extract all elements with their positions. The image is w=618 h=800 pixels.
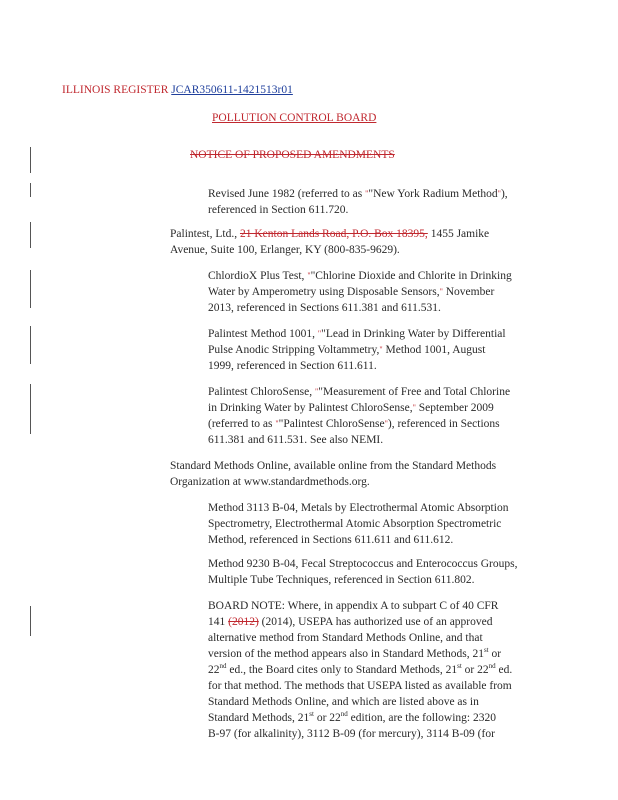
boardnote-line-1: BOARD NOTE: Where, in appendix A to subpart C of 40 CFR bbox=[208, 600, 499, 612]
smo-line-1: Standard Methods Online, available online from the Standard Methods bbox=[170, 460, 497, 472]
change-bar-1 bbox=[30, 147, 31, 173]
chlorosense-line-3: (referred to as ""Palintest ChloroSense"), referenced in Sections bbox=[208, 418, 500, 430]
boardnote-line-5: 22nd ed., the Board cites only to Standard Methods, 21st or 22nd ed. bbox=[208, 662, 513, 676]
boardnote-line-7: Standard Methods Online, and which are listed above as in bbox=[208, 696, 479, 708]
change-bar-3 bbox=[30, 222, 31, 248]
change-bar-4 bbox=[30, 270, 31, 308]
change-bar-6 bbox=[30, 384, 31, 434]
board-title: POLLUTION CONTROL BOARD bbox=[212, 112, 377, 124]
chlordiox-line-2: Water by Amperometry using Disposable Sensors," November bbox=[208, 286, 495, 298]
m9230-line-2: Multiple Tube Techniques, referenced in Section 611.802. bbox=[208, 574, 475, 586]
register-title: ILLINOIS REGISTER bbox=[62, 84, 169, 96]
chlorosense-line-1: Palintest ChloroSense, ""Measurement of Free and Total Chlorine bbox=[208, 386, 511, 398]
method1001-line-2: Pulse Anodic Stripping Voltammetry," Method 1001, August bbox=[208, 344, 486, 356]
palintest-line-2: Avenue, Suite 100, Erlanger, KY (800-835-9629). bbox=[170, 244, 400, 256]
method1001-line-1: Palintest Method 1001, ""Lead in Drinking Water by Differential bbox=[208, 328, 506, 340]
change-bar-2 bbox=[30, 183, 31, 197]
register-header bbox=[62, 82, 293, 98]
chlordiox-line-3: 2013, referenced in Sections 611.381 and 611.531. bbox=[208, 302, 441, 314]
method1001-line-3: 1999, referenced in Section 611.611. bbox=[208, 360, 377, 372]
boardnote-line-9: B-97 (for alkalinity), 3112 B-09 (for mercury), 3114 B-09 (for bbox=[208, 728, 495, 740]
nyrm-line-2: referenced in Section 611.720. bbox=[208, 204, 349, 216]
chlorosense-line-2: in Drinking Water by Palintest ChloroSense," September 2009 bbox=[208, 402, 494, 414]
chlordiox-line-1: ChlordioX Plus Test, ""Chlorine Dioxide and Chlorite in Drinking bbox=[208, 270, 512, 282]
change-bar-5 bbox=[30, 326, 31, 364]
m9230-line-1: Method 9230 B-04, Fecal Streptococcus and Enterococcus Groups, bbox=[208, 558, 518, 570]
boardnote-line-8: Standard Methods, 21st or 22nd edition, are the following: 2320 bbox=[208, 710, 496, 724]
deleted-year: (2012) bbox=[228, 616, 259, 628]
m3113-line-2: Spectrometry, Electrothermal Atomic Absorption Spectrometric bbox=[208, 518, 502, 530]
m3113-line-1: Method 3113 B-04, Metals by Electrothermal Atomic Absorption bbox=[208, 502, 509, 514]
deleted-address: 21 Kenton Lands Road, P.O. Box 18395, bbox=[239, 228, 428, 240]
notice-title: NOTICE OF PROPOSED AMENDMENTS bbox=[190, 149, 395, 161]
palintest-line-1: Palintest, Ltd., 21 Kenton Lands Road, P.O. Box 18395, 1455 Jamike bbox=[170, 228, 490, 240]
boardnote-line-6: for that method. The methods that USEPA listed as available from bbox=[208, 680, 512, 692]
boardnote-line-3: alternative method from Standard Methods Online, and that bbox=[208, 632, 483, 644]
jcar-code: JCAR350611-1421513r01 bbox=[171, 84, 293, 96]
boardnote-line-2: 141 (2012) (2014), USEPA has authorized use of an approved bbox=[208, 616, 493, 628]
change-bar-7 bbox=[30, 606, 31, 636]
boardnote-line-4: version of the method appears also in Standard Methods, 21st or bbox=[208, 646, 502, 660]
chlorosense-line-4: 611.381 and 611.531. See also NEMI. bbox=[208, 434, 384, 446]
m3113-line-3: Method, referenced in Sections 611.611 and 611.612. bbox=[208, 534, 454, 546]
smo-line-2: Organization at www.standardmethods.org. bbox=[170, 476, 370, 488]
nyrm-line-1: Revised June 1982 (referred to as ""New York Radium Method"), bbox=[208, 188, 508, 200]
